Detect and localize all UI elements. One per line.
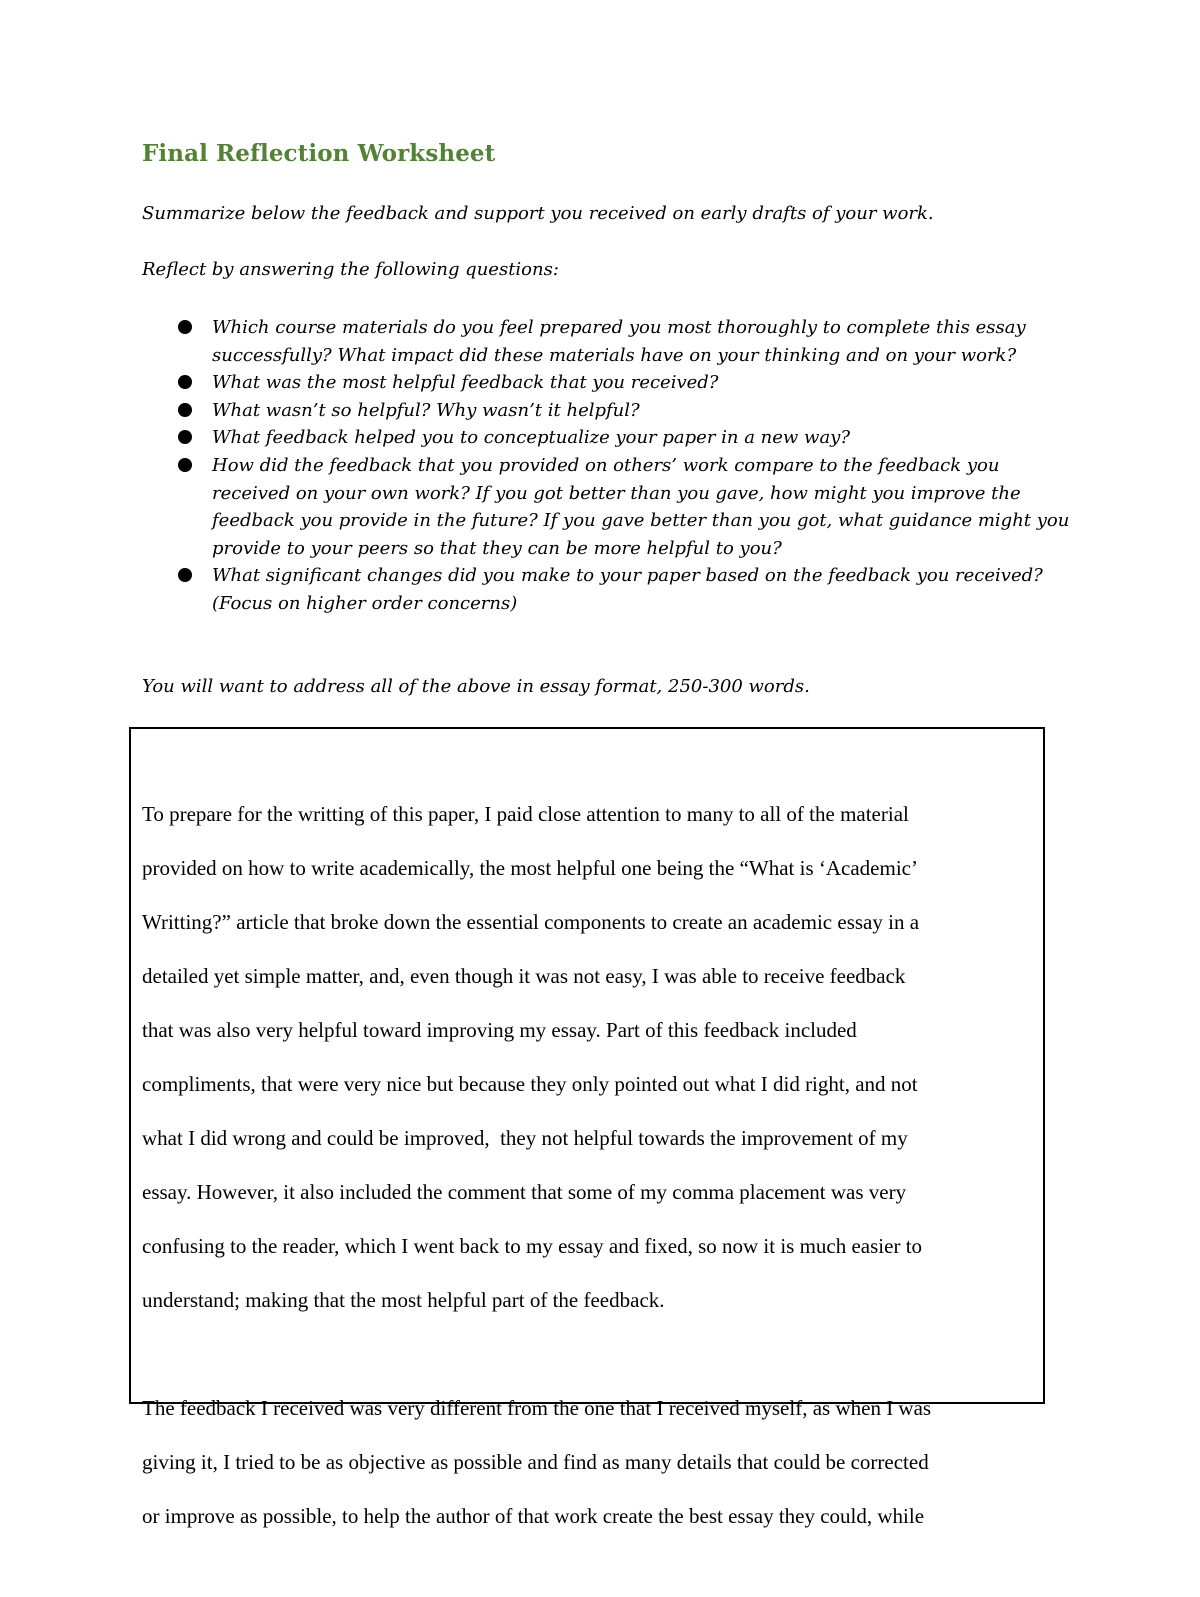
reflect-instruction: Reflect by answering the following questions: (142, 259, 559, 280)
bullet-icon (178, 458, 192, 472)
question-list (142, 314, 1072, 618)
bullet-icon (178, 430, 192, 444)
list-item (142, 452, 1072, 562)
question-text: How did the feedback that you provided on others’ work compare to the feedback you received on your own work? If you got better than you gave, how might you improve the feedback you provide in the future? If you gave better than you got, what guidance might you provide to your peers so that they can be more helpful to you? (212, 454, 1070, 559)
essay-line: The feedback I received was very different from the one that I received myself, as when I was (142, 1396, 932, 1420)
essay-line: provided on how to write academically, the most helpful one being the “What is ‘Academic’ (142, 856, 918, 880)
essay-response-text (142, 733, 1042, 1597)
list-item (142, 424, 1072, 452)
essay-line: detailed yet simple matter, and, even though it was not easy, I was able to receive feedback (142, 964, 906, 988)
essay-line: Writting?” article that broke down the essential components to create an academic essay in a (142, 910, 920, 934)
essay-line: confusing to the reader, which I went back to my essay and fixed, so now it is much easier to (142, 1234, 923, 1258)
question-text: Which course materials do you feel prepared you most thoroughly to complete this essay successfully? What impact did these materials have on your thinking and on your work? (212, 317, 1026, 366)
bullet-icon (178, 403, 192, 417)
essay-line: compliments, that were very nice but because they only pointed out what I did right, and not (142, 1072, 918, 1096)
bullet-icon (178, 320, 192, 334)
closing-instruction: You will want to address all of the above in essay format, 250-300 words. (142, 676, 810, 697)
essay-line: essay. However, it also included the comment that some of my comma placement was very (142, 1180, 907, 1204)
essay-line: that was also very helpful toward improving my essay. Part of this feedback included (142, 1018, 857, 1042)
essay-paragraph-1 (142, 787, 1042, 1327)
essay-response-box[interactable] (129, 727, 1045, 1528)
list-item (142, 562, 1072, 617)
essay-paragraph-2 (142, 1381, 1042, 1543)
question-text: What wasn’t so helpful? Why wasn’t it helpful? (212, 399, 640, 421)
bullet-icon (178, 375, 192, 389)
essay-line: understand; making that the most helpful part of the feedback. (142, 1288, 665, 1312)
question-text: What was the most helpful feedback that you received? (212, 372, 719, 394)
essay-line: To prepare for the writting of this paper, I paid close attention to many to all of the material (142, 802, 909, 826)
question-text: What significant changes did you make to your paper based on the feedback you received? (Focus on higher order concerns) (212, 565, 1043, 614)
essay-line: giving it, I tried to be as objective as possible and find as many details that could be corrected (142, 1450, 929, 1474)
list-item (142, 397, 1072, 425)
list-item (142, 314, 1072, 369)
question-text: What feedback helped you to conceptualize your paper in a new way? (212, 427, 850, 449)
page-title: Final Reflection Worksheet (142, 140, 496, 167)
essay-line: what I did wrong and could be improved, they not helpful towards the improvement of my (142, 1126, 908, 1150)
list-item (142, 369, 1072, 397)
summary-instruction: Summarize below the feedback and support you received on early drafts of your work. (142, 203, 934, 224)
essay-line: or improve as possible, to help the author of that work create the best essay they could, while (142, 1504, 925, 1528)
bullet-icon (178, 568, 192, 582)
